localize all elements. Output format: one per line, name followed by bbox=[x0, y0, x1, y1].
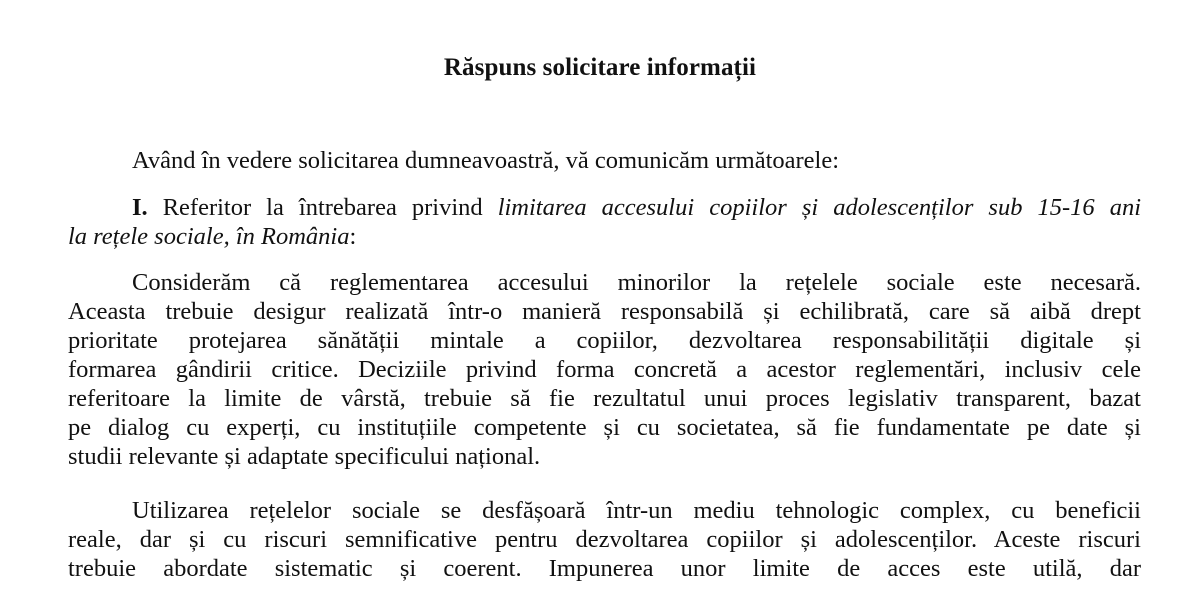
paragraph-line: referitoare la limite de vârstă, trebuie să fie rezultatul unui proces legislativ transparent, bazat bbox=[68, 385, 1141, 412]
paragraph-line: formarea gândirii critice. Deciziile privind forma concretă a acestor reglementări, inclusiv cele bbox=[68, 356, 1141, 383]
section-1-topic: limitarea accesului copiilor și adolescenților sub 15-16 ani bbox=[497, 194, 1142, 221]
section-1-heading-line-1 bbox=[132, 193, 1141, 222]
section-1-colon: : bbox=[349, 223, 357, 250]
section-1-heading-line-2 bbox=[68, 222, 1141, 251]
section-1-marker: I. bbox=[132, 194, 148, 221]
document-title: Răspuns solicitare informații bbox=[443, 54, 757, 81]
paragraph-line: trebuie abordate sistematic și coerent. Impunerea unor limite de acces este utilă, dar bbox=[68, 555, 1141, 582]
section-1-lead: Referitor la întrebarea privind bbox=[147, 194, 498, 221]
section-1-topic-cont: la rețele sociale, în România bbox=[68, 223, 350, 250]
paragraph-line: prioritate protejarea sănătății mintale a copiilor, dezvoltarea responsabilității digitale și bbox=[68, 327, 1141, 354]
intro-lead: Având în vedere bbox=[132, 147, 293, 174]
paragraph-line: pe dialog cu experți, cu instituțiile competente și cu societatea, să fie fundamentate pe date și bbox=[68, 414, 1141, 441]
intro-line bbox=[132, 146, 1141, 175]
intro-rest: solicitarea dumneavoastră, vă comunicăm următoarele: bbox=[292, 147, 840, 174]
paragraph-line: studii relevante și adaptate specificului național. bbox=[68, 443, 541, 470]
paragraph-line: reale, dar și cu riscuri semnificative pentru dezvoltarea copiilor și adolescenților. Aceste riscuri bbox=[68, 526, 1141, 553]
paragraph-line: Utilizarea rețelelor sociale se desfășoară într-un mediu tehnologic complex, cu beneficii bbox=[132, 497, 1141, 524]
paragraph-line: Aceasta trebuie desigur realizată într-o manieră responsabilă și echilibrată, care să aibă drept bbox=[68, 298, 1141, 325]
paragraph-line: Considerăm că reglementarea accesului minorilor la rețelele sociale este necesară. bbox=[132, 269, 1141, 296]
